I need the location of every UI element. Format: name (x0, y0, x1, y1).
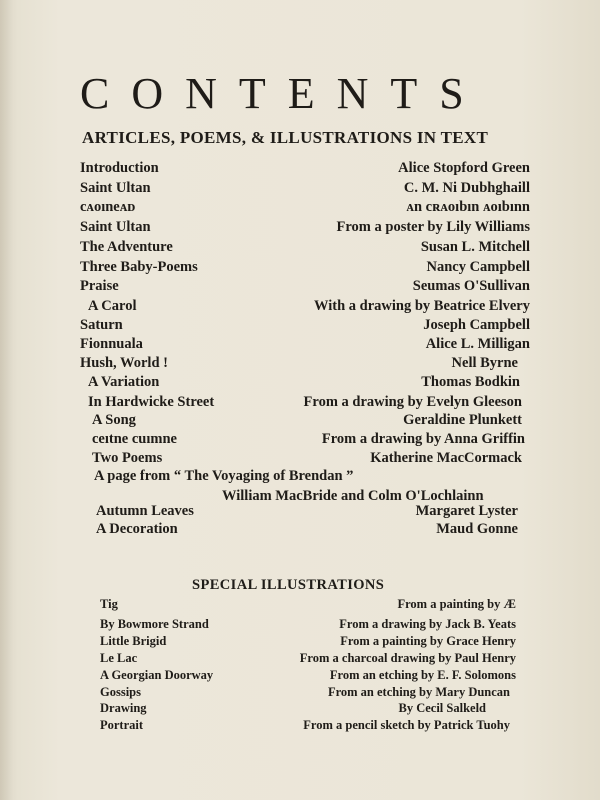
entry-credit: By Cecil Salkeld (398, 701, 486, 715)
entry-title: Portrait (100, 718, 144, 732)
entry-title: A Song (92, 412, 136, 428)
contents-entry (80, 160, 530, 180)
illustration-entry (100, 651, 516, 669)
entry-title: A page from “ The Voyaging of Brendan ” (94, 468, 354, 484)
contents-entry (80, 394, 530, 414)
entry-credit: Seumas O'Sullivan (412, 278, 530, 294)
contents-entry (80, 450, 530, 470)
section-heading-special: SPECIAL ILLUSTRATIONS (192, 577, 385, 593)
entry-title: Fionnuala (80, 336, 143, 352)
contents-entry (80, 259, 530, 279)
entry-title: Tig (100, 597, 118, 611)
page-gutter (0, 0, 14, 800)
entry-title: ceıtne cuımne (92, 431, 177, 447)
entry-title: Little Brigid (100, 634, 167, 648)
entry-credit-continuation: William MacBride and Colm O'Lochlainn (222, 488, 484, 504)
entry-title: Introduction (80, 160, 159, 176)
entry-credit: Nell Byrne (451, 355, 518, 371)
entry-credit: From a charcoal drawing by Paul Henry (299, 651, 516, 665)
entry-credit: Margaret Lyster (415, 503, 518, 519)
entry-title: Drawing (100, 701, 147, 715)
section-heading-articles: ARTICLES, POEMS, & ILLUSTRATIONS IN TEXT (82, 128, 489, 147)
contents-entry (80, 317, 530, 337)
entry-title: The Adventure (80, 239, 173, 255)
entry-title: Saturn (80, 317, 123, 333)
contents-entry (80, 468, 530, 488)
entry-credit: Maud Gonne (436, 521, 518, 537)
entry-title: Le Lac (100, 651, 138, 665)
entry-title: A Georgian Doorway (100, 668, 214, 682)
entry-credit: Katherine MacCormack (370, 450, 522, 466)
entry-title: By Bowmore Strand (100, 617, 209, 631)
contents-entry (80, 412, 530, 432)
contents-entry (80, 219, 530, 239)
page-title: CONTENTS (80, 69, 486, 118)
contents-entry (80, 278, 530, 298)
illustration-entry (100, 701, 516, 719)
illustration-entry (100, 718, 516, 736)
entry-credit: From a drawing by Evelyn Gleeson (303, 394, 522, 410)
entry-credit: From a painting by Æ (397, 597, 516, 611)
illustration-entry (100, 668, 516, 686)
entry-title: cᴀoıneᴀᴅ (80, 199, 136, 215)
contents-entry (80, 355, 530, 375)
entry-title: A Variation (88, 374, 160, 390)
entry-credit: Thomas Bodkin (421, 374, 520, 390)
illustration-entry (100, 634, 516, 652)
entry-title: Two Poems (92, 450, 163, 466)
contents-entry (80, 521, 530, 541)
entry-credit: Alice Stopford Green (398, 160, 530, 176)
contents-entry (80, 239, 530, 259)
contents-entry (80, 503, 530, 523)
entry-credit: From an etching by E. F. Solomons (329, 668, 516, 682)
contents-entry (80, 199, 530, 219)
entry-credit: From an etching by Mary Duncan (327, 685, 510, 699)
entry-credit: ᴀn cʀᴀoıbın ᴀoıbınn (406, 199, 530, 215)
entry-credit: Nancy Campbell (426, 259, 530, 275)
contents-entry (80, 374, 530, 394)
entry-title: Hush, World ! (80, 355, 168, 371)
contents-entry (80, 431, 530, 451)
entry-title: Three Baby-Poems (80, 259, 198, 275)
entry-credit: Joseph Campbell (423, 317, 530, 333)
entry-title: Saint Ultan (80, 219, 151, 235)
contents-entry (80, 336, 530, 356)
entry-credit: Susan L. Mitchell (420, 239, 530, 255)
contents-entry (80, 180, 530, 200)
entry-title: In Hardwicke Street (88, 394, 215, 410)
entry-title: Gossips (100, 685, 141, 699)
entry-credit: From a painting by Grace Henry (340, 634, 516, 648)
entry-credit: Geraldine Plunkett (403, 412, 522, 428)
entry-credit: From a pencil sketch by Patrick Tuohy (303, 718, 510, 732)
contents-entry (80, 298, 530, 318)
entry-credit: C. M. Ni Dubhghaill (403, 180, 530, 196)
entry-credit: With a drawing by Beatrice Elvery (313, 298, 530, 314)
entry-title: A Decoration (96, 521, 178, 537)
illustration-entry (100, 617, 516, 635)
entry-title: Saint Ultan (80, 180, 151, 196)
entry-credit: From a drawing by Anna Griffin (321, 431, 525, 447)
entry-credit: From a drawing by Jack B. Yeats (339, 617, 516, 631)
entry-credit: Alice L. Milligan (425, 336, 530, 352)
entry-title: Autumn Leaves (96, 503, 194, 519)
entry-credit: From a poster by Lily Williams (336, 219, 530, 235)
entry-title: Praise (80, 278, 119, 294)
illustration-entry (100, 597, 516, 615)
entry-title: A Carol (88, 298, 137, 314)
